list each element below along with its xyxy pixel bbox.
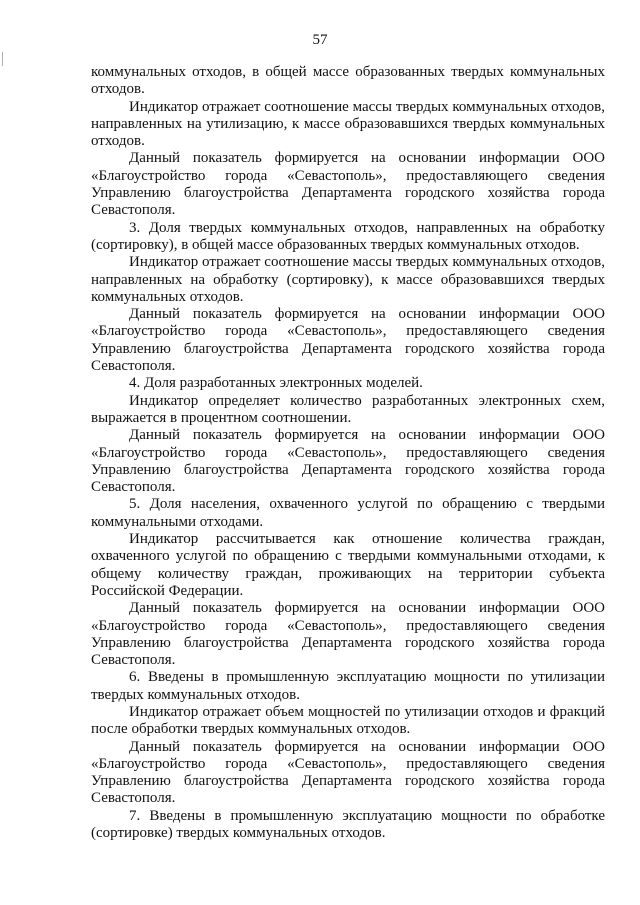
paragraph: Индикатор отражает соотношение массы твердых коммунальных отходов, направленных на обработку (сортировку), к массе образовавшихся твердых коммунальных отходов. [91, 254, 605, 305]
paragraph: Индикатор отражает соотношение массы твердых коммунальных отходов, направленных на утилизацию, к массе образовавшихся твердых коммунальных отходов. [91, 98, 605, 150]
paragraph: Данный показатель формируется на основании информации ООО «Благоустройство города «Севастополь», предоставляющего сведения Управлению благоустройства Департамента городского хозяйства города Севастополя. [91, 600, 605, 669]
paragraph: 4. Доля разработанных электронных моделей. [129, 375, 423, 392]
paragraph: 3. Доля твердых коммунальных отходов, направленных на обработку (сортировку), в общей массе образованных твердых коммунальных отходов. [91, 219, 605, 253]
paragraph: коммунальных отходов, в общей массе образованных твердых коммунальных отходов. [91, 64, 605, 98]
paragraph: 6. Введены в промышленную эксплуатацию мощности по утилизации твердых коммунальных отходов. [91, 669, 605, 703]
paragraph: Данный показатель формируется на основании информации ООО «Благоустройство города «Севастополь», предоставляющего сведения Управлению благоустройства Департамента городского хозяйства города Севастополя. [91, 427, 605, 496]
paragraph: 7. Введены в промышленную эксплуатацию мощности по обработке (сортировке) твердых коммунальных отходов. [91, 807, 605, 842]
paragraph: Индикатор определяет количество разработанных электронных схем, выражается в процентном соотношении. [91, 392, 605, 426]
body-text [91, 64, 605, 842]
paragraph: 5. Доля населения, охваченного услугой по обращению с твердыми коммунальными отходами. [91, 496, 605, 530]
paragraph: Индикатор отражает объем мощностей по утилизации отходов и фракций после обработки твердых коммунальных отходов. [91, 703, 605, 738]
scan-margin-mark [2, 52, 7, 66]
paragraph: Данный показатель формируется на основании информации ООО «Благоустройство города «Севастополь», предоставляющего сведения Управлению благоустройства Департамента городского хозяйства города Севастополя. [91, 306, 605, 375]
paragraph: Данный показатель формируется на основании информации ООО «Благоустройство города «Севастополь», предоставляющего сведения Управлению благоустройства Департамента городского хозяйства города Севастополя. [91, 150, 605, 219]
paragraph: Индикатор рассчитывается как отношение количества граждан, охваченного услугой по обращению с твердыми коммунальными отходами, к общему количеству граждан, проживающих на территории субъекта Российской Федерации. [91, 531, 605, 599]
paragraph: Данный показатель формируется на основании информации ООО «Благоустройство города «Севастополь», предоставляющего сведения Управлению благоустройства Департамента городского хозяйства города Севастополя. [91, 738, 605, 807]
page-number: 57 [312, 32, 328, 48]
